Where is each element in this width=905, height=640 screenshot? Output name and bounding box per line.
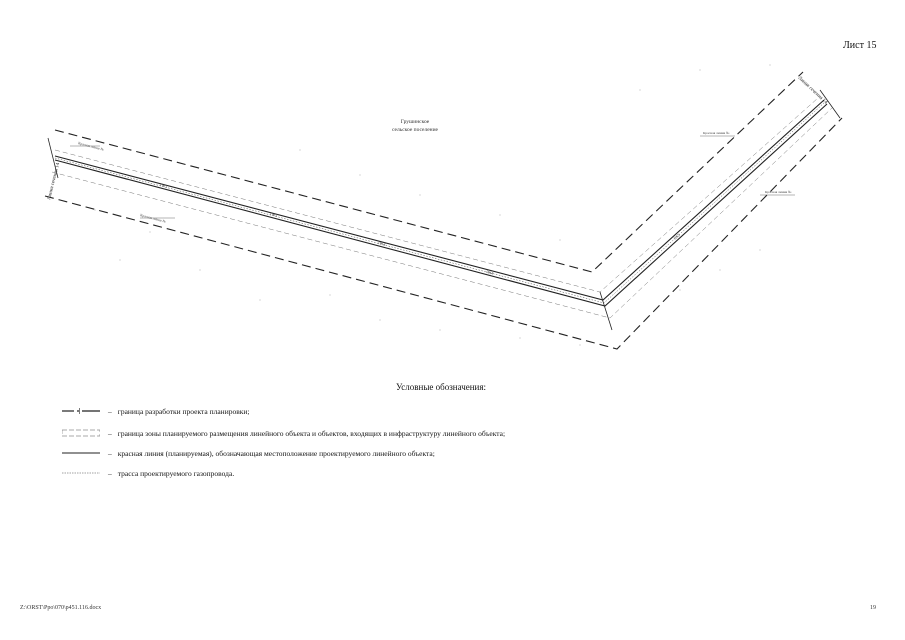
legend-item-red-line [62,447,435,459]
section-lines [48,90,840,330]
svg-text:ПК4: ПК4 [485,270,494,276]
region-label-line2: сельское поселение [392,127,438,133]
pipeline-symbol [62,468,100,478]
svg-text:ПК1: ПК1 [159,183,168,189]
legend-separator: – [108,448,112,458]
region-label-line1: Грушинское [400,119,430,125]
right-red-line-upper-label: Красная линия № [703,131,730,135]
legend-separator: – [108,468,112,478]
sheet-label: Лист 15 [843,40,877,51]
legend-item-zone-boundary [62,427,505,439]
svg-text:ПК5: ПК5 [672,232,682,241]
svg-text:ПК2: ПК2 [269,212,278,218]
callout-leaders [70,136,795,218]
left-red-line-lower-label: Красная линия № [139,213,167,224]
development-boundary-symbol [62,406,100,416]
legend-separator: – [108,428,112,438]
legend-item-pipeline [62,467,234,479]
right-section-label: Линия сечения 14 [796,75,828,106]
left-section-label: Линия сечения 14 [47,162,62,201]
footer-file-path: Z:\ORST\Ppo\070\p451.116.docx [20,605,102,611]
legend-label: граница зоны планируемого размещения линейного объекта и объектов, входящих в инфраструктуру линейного объекта; [117,428,506,438]
legend-label: трасса проектируемого газопровода. [117,468,235,478]
legend-title: Условные обозначения: [396,382,487,392]
footer-page-number: 19 [870,605,876,611]
legend-separator: – [108,406,112,416]
red-line-symbol [62,448,100,458]
legend-label: граница разработки проекта планировки; [117,406,250,416]
left-red-line-upper-label: Красная линия № [77,141,105,152]
zone-boundary-symbol [62,428,100,438]
development-boundary [45,72,842,349]
background-dots [94,64,770,345]
right-red-line-lower-label: Красная линия № [765,190,792,194]
svg-text:ПК3: ПК3 [377,241,386,247]
legend-label: красная линия (планируемая), обозначающая местоположение проектируемого линейного объекта; [117,448,435,458]
chainage-marks [160,183,681,276]
legend-item-development-boundary [62,405,250,417]
